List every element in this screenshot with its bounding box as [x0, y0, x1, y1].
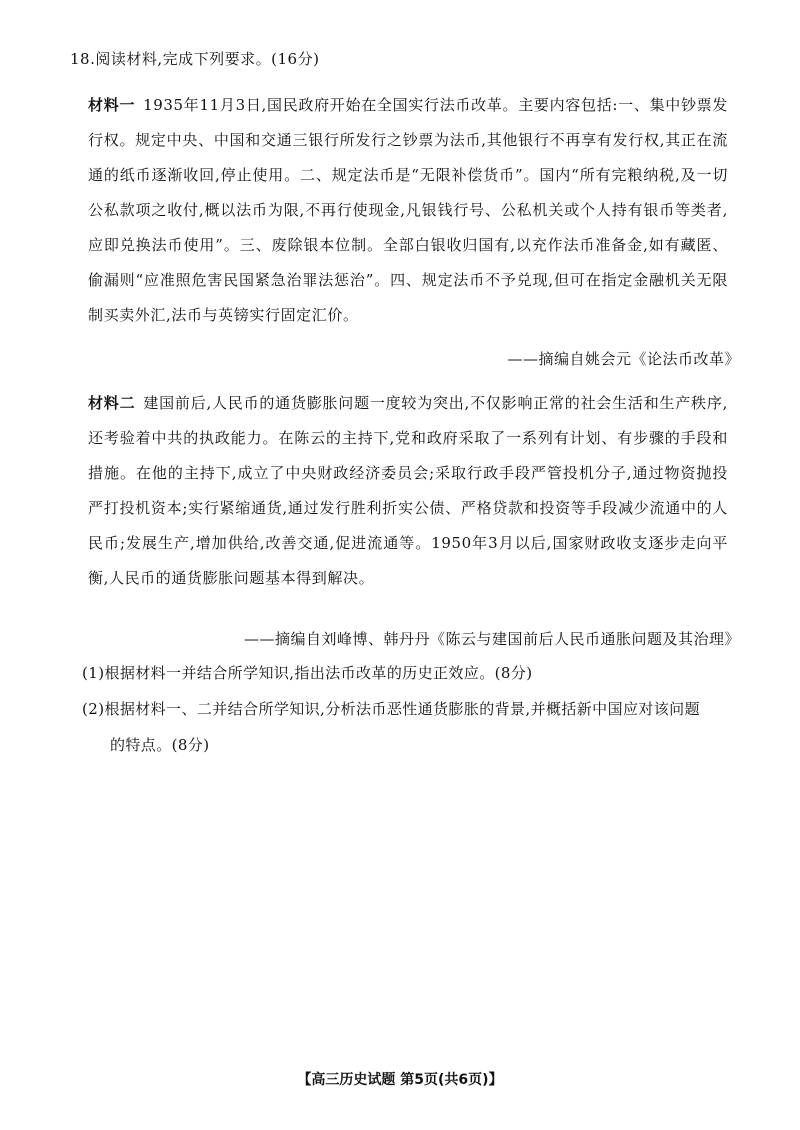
page-footer: 【高三历史试题 第5页(共6页)】	[297, 1072, 503, 1088]
material-two-text: 建国前后,人民币的通货膨胀问题一度较为突出,不仅影响正常的社会生活和生产秩序,还考验着中共的执政能力。在陈云的主持下,党和政府采取了一系列有计划、有步骤的手段和措施。在他的主持下,成立了中央财政经济委员会;采取行政手段严管投机分子,通过物资抛投严打投机资本;实行紧缩通货,通过发行胜利折实公债、严格贷款和投资等手段减少流通中的人民币;发展生产,增加供给,改善交通,促进流通等。1950年3月以后,国家财政收支逐步走向平衡,人民币的通货膨胀问题基本得到解决。	[88, 394, 728, 587]
subquestion-2-line2: 的特点。(8分)	[110, 736, 210, 754]
material-one-label: 材料一	[88, 96, 136, 114]
material-two-source: ——摘编自刘峰博、韩丹丹《陈云与建国前后人民币通胀问题及其治理》	[243, 630, 740, 648]
question-title: 18.阅读材料,完成下列要求。(16分)	[70, 50, 320, 68]
material-one-source: ——摘编自姚会元《论法币改革》	[507, 350, 740, 368]
material-two	[88, 386, 728, 596]
subquestion-2	[82, 691, 732, 763]
subquestion-2-line1: (2)根据材料一、二并结合所学知识,分析法币恶性通货膨胀的背景,并概括新中国应对该问题	[82, 700, 700, 718]
material-two-label: 材料二	[88, 394, 136, 412]
material-one	[88, 88, 728, 333]
material-one-text: 1935年11月3日,国民政府开始在全国实行法币改革。主要内容包括:一、集中钞票发行权。规定中央、中国和交通三银行所发行之钞票为法币,其他银行不再享有发行权,其正在流通的纸币逐渐收回,停止使用。二、规定法币是“无限补偿货币”。国内“所有完粮纳税,及一切公私款项之收付,概以法币为限,不再行使现金,凡银钱行号、公私机关或个人持有银币等类者,应即兑换法币使用”。三、废除银本位制。全部白银收归国有,以充作法币准备金,如有藏匿、偷漏则“应准照危害民国紧急治罪法惩治”。四、规定法币不予兑现,但可在指定金融机关无限制买卖外汇,法币与英镑实行固定汇价。	[88, 96, 728, 324]
subquestion-1: (1)根据材料一并结合所学知识,指出法币改革的历史正效应。(8分)	[82, 664, 533, 682]
